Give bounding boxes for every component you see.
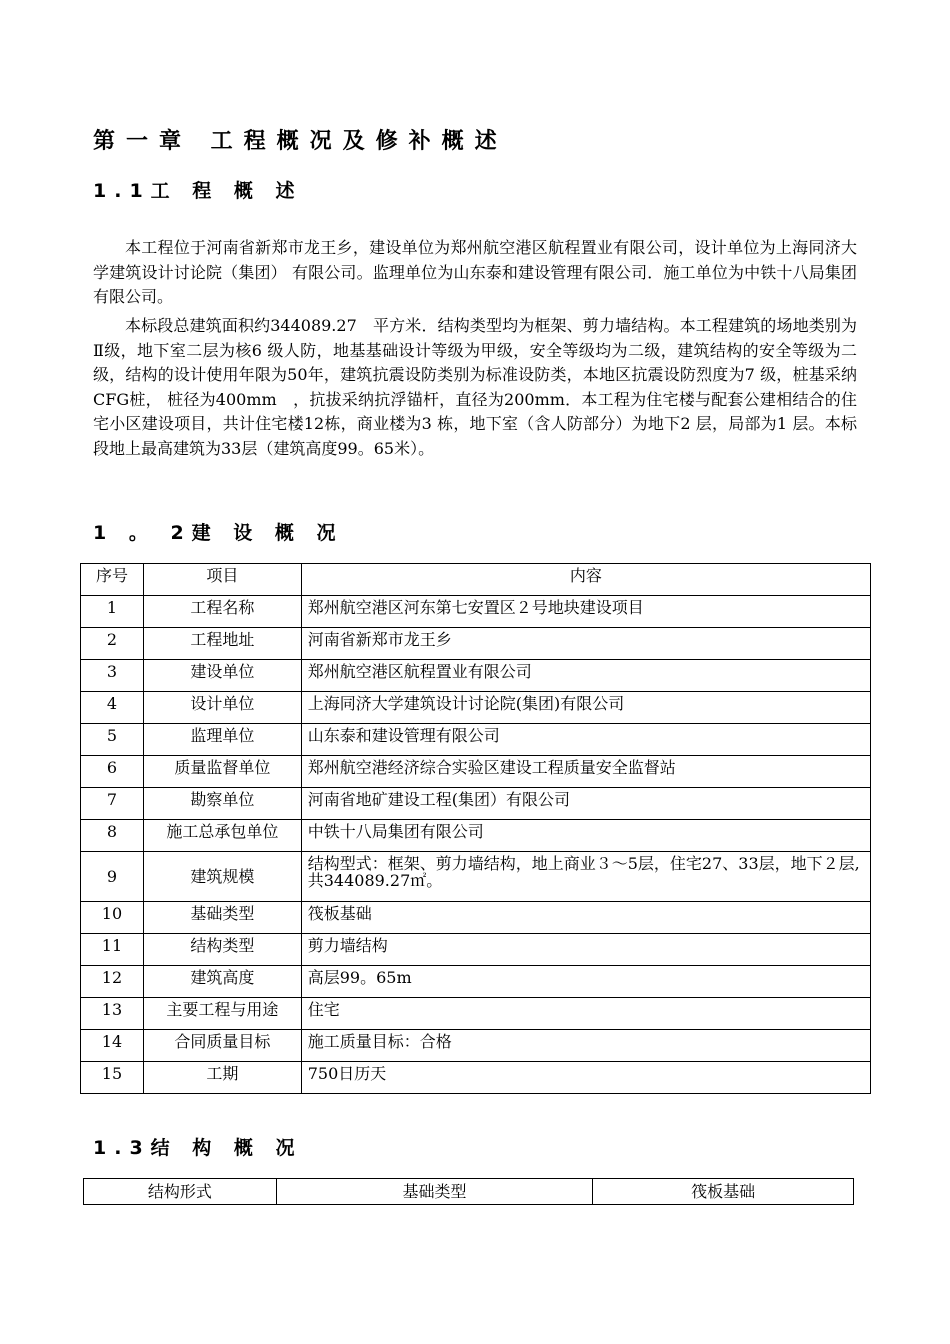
construction-overview-table <box>80 563 871 1094</box>
table-row <box>81 660 871 692</box>
row-content-cell: 高层99。65m <box>301 966 870 998</box>
table-row <box>81 724 871 756</box>
row-content-cell: 河南省地矿建设工程(集团）有限公司 <box>301 788 870 820</box>
row-index-cell: 6 <box>81 756 144 788</box>
row-item-cell: 工期 <box>143 1062 301 1094</box>
table-row <box>81 692 871 724</box>
table-row <box>81 1062 871 1094</box>
foundation-type-cell: 基础类型 <box>276 1179 593 1205</box>
row-item-cell: 结构类型 <box>143 934 301 966</box>
row-item-cell: 主要工程与用途 <box>143 998 301 1030</box>
row-item-cell: 设计单位 <box>143 692 301 724</box>
structure-form-cell: 结构形式 <box>84 1179 277 1205</box>
table-body <box>81 596 871 1094</box>
table-row <box>81 820 871 852</box>
row-index-cell: 14 <box>81 1030 144 1062</box>
row-index-cell: 5 <box>81 724 144 756</box>
row-item-cell: 基础类型 <box>143 902 301 934</box>
row-index-cell: 2 <box>81 628 144 660</box>
row-item-cell: 合同质量目标 <box>143 1030 301 1062</box>
row-content-cell: 郑州航空港区河东第七安置区２号地块建设项目 <box>301 596 870 628</box>
row-index-cell: 15 <box>81 1062 144 1094</box>
table-row <box>84 1179 854 1205</box>
row-content-cell: 上海同济大学建筑设计讨论院(集团)有限公司 <box>301 692 870 724</box>
row-item-cell: 建设单位 <box>143 660 301 692</box>
section-1-3-title: 1.3结 构 概 况 <box>93 1137 303 1159</box>
section-1-2-title: 1 。 2建 设 概 况 <box>93 522 344 544</box>
structure-overview-table <box>83 1178 854 1205</box>
table-row <box>81 788 871 820</box>
row-content-cell: 河南省新郑市龙王乡 <box>301 628 870 660</box>
row-index-cell: 11 <box>81 934 144 966</box>
row-content-cell: 筏板基础 <box>301 902 870 934</box>
row-content-cell: 施工质量目标：合格 <box>301 1030 870 1062</box>
table-row <box>81 596 871 628</box>
row-content-cell: 郑州航空港区航程置业有限公司 <box>301 660 870 692</box>
row-index-cell: 1 <box>81 596 144 628</box>
row-content-cell: 750日历天 <box>301 1062 870 1094</box>
row-index-cell: 8 <box>81 820 144 852</box>
paragraph-2: 本标段总建筑面积约344089.27 平方米．结构类型均为框架、剪力墙结构。本工程建筑的场地类别为Ⅱ级，地下室二层为核6 级人防，地基基础设计等级为甲级，安全等级均为二级，建筑结构的安全等级为二级，结构的设计使用年限为50年，建筑抗震设防类别为标准设防类，本地区抗震设防烈度为7 级，桩基采纳CFG桩， 桩径为400mm ，抗拔采纳抗浮锚杆，直径为200mm．本工程为住宅楼与配套公建相结合的住宅小区建设项目，共计住宅楼12栋，商业楼为3 栋，地下室（含人防部分）为地下2 层，局部为1 层。本标段地上最高建筑为33层（建筑高度99。65米）。 <box>93 316 857 458</box>
row-index-cell: 12 <box>81 966 144 998</box>
row-content-cell: 住宅 <box>301 998 870 1030</box>
row-item-cell: 监理单位 <box>143 724 301 756</box>
section-1-1-title: 1.1工 程 概 述 <box>93 180 303 202</box>
row-item-cell: 工程地址 <box>143 628 301 660</box>
row-index-cell: 10 <box>81 902 144 934</box>
row-content-cell: 郑州航空港经济综合实验区建设工程质量安全监督站 <box>301 756 870 788</box>
row-content-cell: 中铁十八局集团有限公司 <box>301 820 870 852</box>
table-row <box>81 756 871 788</box>
table-header-row <box>81 564 871 596</box>
row-item-cell: 建筑规模 <box>143 852 301 902</box>
table-row <box>81 966 871 998</box>
table-row <box>81 998 871 1030</box>
header-content: 内容 <box>301 564 870 596</box>
row-content-cell: 剪力墙结构 <box>301 934 870 966</box>
chapter-title: 第一章 工程概况及修补概述 <box>93 129 508 154</box>
header-item: 项目 <box>143 564 301 596</box>
row-item-cell: 勘察单位 <box>143 788 301 820</box>
row-index-cell: 7 <box>81 788 144 820</box>
row-content-cell: 结构型式：框架、剪力墙结构，地上商业３～5层，住宅27、33层，地下２层,共344089.27㎡。 <box>301 852 870 902</box>
row-item-cell: 工程名称 <box>143 596 301 628</box>
header-index: 序号 <box>81 564 144 596</box>
row-index-cell: 13 <box>81 998 144 1030</box>
row-item-cell: 质量监督单位 <box>143 756 301 788</box>
table-row <box>81 902 871 934</box>
table-row <box>81 628 871 660</box>
row-index-cell: 3 <box>81 660 144 692</box>
table-row <box>81 934 871 966</box>
table-row <box>81 1030 871 1062</box>
row-content-cell: 山东泰和建设管理有限公司 <box>301 724 870 756</box>
raft-foundation-cell: 筏板基础 <box>593 1179 854 1205</box>
table-row <box>81 852 871 902</box>
row-item-cell: 施工总承包单位 <box>143 820 301 852</box>
row-index-cell: 4 <box>81 692 144 724</box>
row-item-cell: 建筑高度 <box>143 966 301 998</box>
paragraph-1: 本工程位于河南省新郑市龙王乡，建设单位为郑州航空港区航程置业有限公司，设计单位为上海同济大学建筑设计讨论院（集团） 有限公司。监理单位为山东泰和建设管理有限公司．施工单位为中铁十八局集团有限公司。 <box>93 238 857 306</box>
row-index-cell: 9 <box>81 852 144 902</box>
